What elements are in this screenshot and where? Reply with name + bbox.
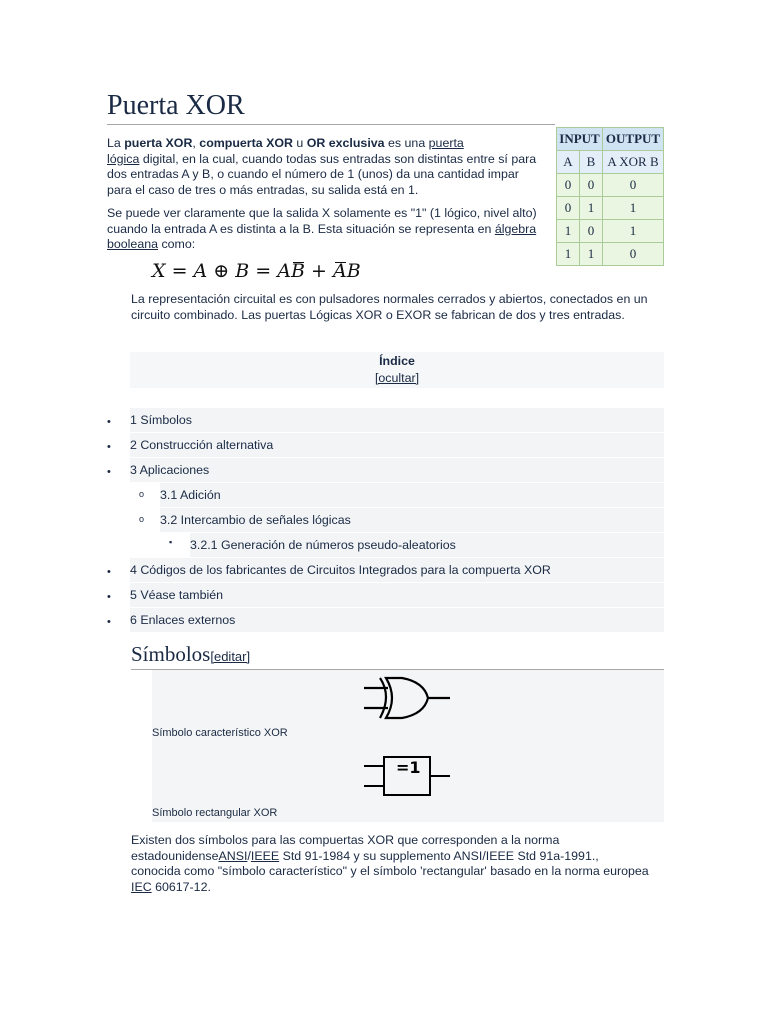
square-bullet-icon: ▪ <box>169 537 173 547</box>
intro-paragraph-3: La representación circuital es con pulsadores normales cerrados y abiertos, conectados en un circuito combinado. Las puertas Lógicas XOR o EXOR se fabrican de dos y tres entradas. <box>131 292 648 322</box>
index-title: Índice <box>379 354 415 368</box>
table-header-input: INPUT <box>557 128 603 151</box>
symbols-figure <box>152 670 664 822</box>
table-subheader-axorb: A XOR B <box>603 151 664 174</box>
bullet-icon: • <box>107 591 111 603</box>
section-heading-simbolos: Símbolos[editar] <box>131 642 664 670</box>
list-item[interactable]: 4 Códigos de los fabricantes de Circuitos Integrados para la compuerta XOR <box>130 558 664 582</box>
bullet-icon: • <box>107 466 111 478</box>
list-item[interactable]: 5 Véase también <box>130 583 664 607</box>
list-item[interactable]: 3.2 Intercambio de señales lógicas <box>160 508 664 532</box>
intro-paragraph-2: Se puede ver claramente que la salida X solamente es "1" (1 lógico, nivel alto) cuando la entrada A es distinta a la B. Esta situación se representa en álgebra booleana como: <box>107 206 537 252</box>
table-row: 1 0 1 <box>557 220 664 243</box>
link-iec[interactable]: IEC <box>131 879 152 894</box>
table-row: 0 0 0 <box>557 174 664 197</box>
link-puerta[interactable]: puerta <box>428 136 464 150</box>
table-subheader-a: A <box>557 151 580 174</box>
list-item[interactable]: 1 Símbolos <box>130 408 664 432</box>
table-row: 0 1 1 <box>557 197 664 220</box>
list-item[interactable]: 3.2.1 Generación de números pseudo-aleatorios <box>190 533 664 557</box>
bullet-icon: • <box>107 566 111 578</box>
table-subheader-b: B <box>580 151 603 174</box>
circle-bullet-icon: o <box>139 489 145 499</box>
link-ieee[interactable]: IEEE <box>250 848 280 863</box>
caption-rectangular-symbol: Símbolo rectangular XOR <box>152 807 278 819</box>
link-ansi[interactable]: ANSI <box>218 848 248 863</box>
list-item[interactable]: 3 Aplicaciones <box>130 458 664 482</box>
bullet-icon: • <box>107 441 111 453</box>
symbols-paragraph: Existen dos símbolos para las compuertas XOR que corresponden a la norma estadounidenseANSI/IEEE Std 91-1984 y su supplemento ANSI/IEEE Std 91a-1991., conocida como "símbolo característico" y el símbolo 'rectangular' basado en la norma europea IEC 60617-12. <box>131 833 649 894</box>
circle-bullet-icon: o <box>139 514 145 524</box>
page-title: Puerta XOR <box>107 90 555 125</box>
bullet-icon: • <box>107 416 111 428</box>
link-algebra-booleana[interactable]: álgebra booleana <box>107 221 537 252</box>
list-item[interactable]: 3.1 Adición <box>160 483 664 507</box>
caption-characteristic-symbol: Símbolo característico XOR <box>152 727 288 739</box>
rect-symbol-label: =1 <box>396 758 421 777</box>
xor-gate-symbol <box>362 674 454 724</box>
list-item[interactable]: 6 Enlaces externos <box>130 608 664 632</box>
xor-formula: X = A ⊕ B = AB + AB <box>152 260 361 282</box>
truth-table <box>556 127 664 266</box>
bullet-icon: • <box>107 616 111 628</box>
list-item[interactable]: 2 Construcción alternativa <box>130 433 664 457</box>
index-box <box>130 352 664 388</box>
table-row: 1 1 0 <box>557 243 664 266</box>
link-logica[interactable]: lógica <box>107 151 140 166</box>
table-header-output: OUTPUT <box>603 128 664 151</box>
intro-paragraph-1: La puerta XOR, compuerta XOR u OR exclusiva es una puerta lógica digital, en la cual, cuando todas sus entradas son distintas entre sí para dos entradas A y B, o cuando el número de 1 (unos) da una cantidad impar para el caso de tres o más entradas, su salida está en 1. <box>107 136 537 197</box>
edit-link[interactable]: [editar] <box>210 649 251 664</box>
index-toggle-link[interactable]: [ocultar] <box>374 371 420 385</box>
